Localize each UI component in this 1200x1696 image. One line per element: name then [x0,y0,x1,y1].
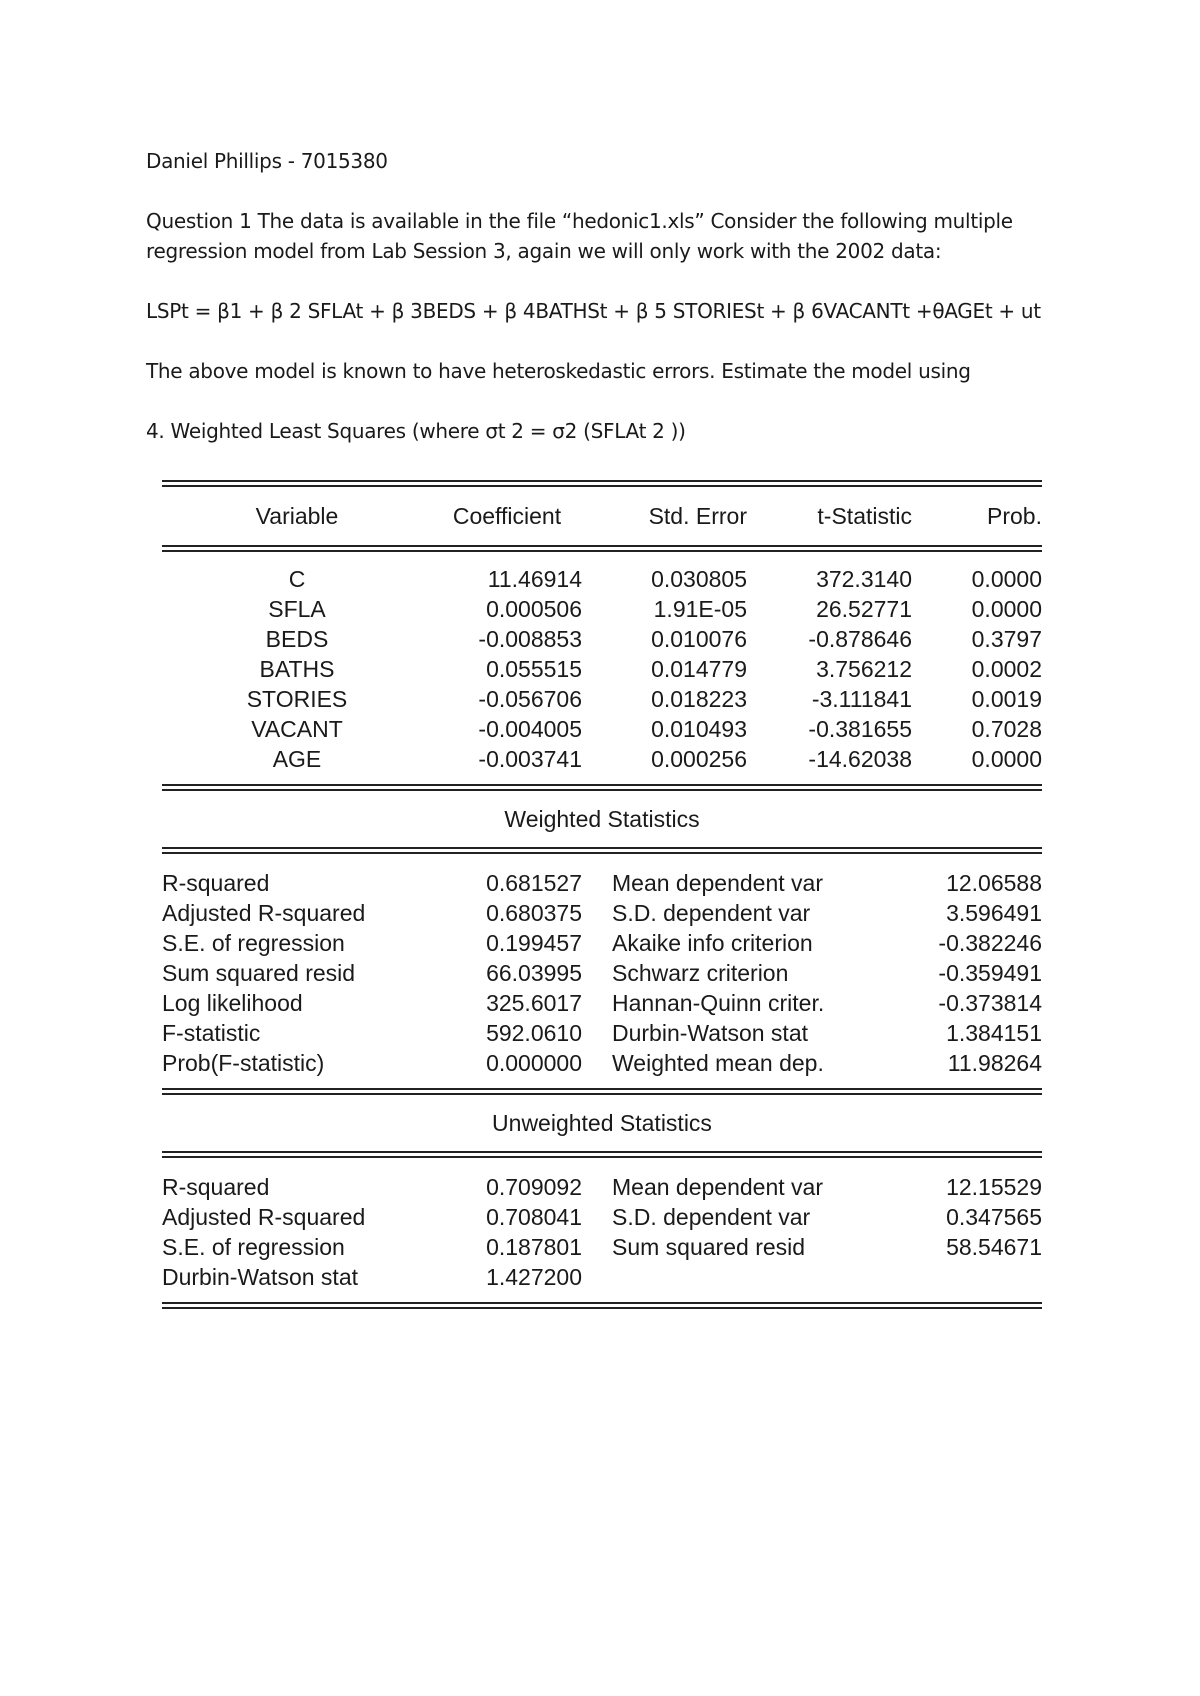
stat-label: S.E. of regression [162,929,345,956]
stat-label: S.D. dependent var [612,1203,811,1230]
stat-label: Sum squared resid [612,1233,806,1260]
stat-row [162,1048,1042,1078]
stat-value: -0.382246 [938,929,1042,956]
stat-row [162,988,1042,1018]
stat-row [162,1018,1042,1048]
row-prob: 0.0002 [971,655,1042,682]
row-std-error: 0.030805 [651,565,747,592]
stat-label: Adjusted R-squared [162,899,366,926]
stat-row [162,1172,1042,1202]
row-coefficient: -0.003741 [478,745,582,772]
stat-label: R-squared [162,1173,270,1200]
table-row [162,564,1042,594]
method-line: 4. Weighted Least Squares (where σt 2 = σ2 (SFLAt 2 )) [146,419,686,443]
regression-output-table [162,480,1042,1309]
row-coefficient: -0.008853 [478,625,582,652]
row-t-statistic: -0.878646 [808,625,912,652]
stat-label: Sum squared resid [162,959,356,986]
stat-value: 0.187801 [486,1233,582,1260]
stat-row [162,868,1042,898]
stat-value: 0.000000 [486,1049,582,1076]
stat-label: Prob(F-statistic) [162,1049,325,1076]
table-row [162,714,1042,744]
stat-label: S.D. dependent var [612,899,811,926]
row-t-statistic: 372.3140 [816,565,912,592]
stat-value: 325.6017 [486,989,582,1016]
row-std-error: 0.018223 [651,685,747,712]
stat-label: Hannan-Quinn criter. [612,989,825,1016]
row-t-statistic: -0.381655 [808,715,912,742]
weighted-statistics [162,854,1042,1088]
stat-label: F-statistic [162,1019,261,1046]
stat-label: Akaike info criterion [612,929,813,956]
unweighted-statistics-title: Unweighted Statistics [492,1109,712,1136]
stat-label: Schwarz criterion [612,959,789,986]
stat-value: 58.54671 [946,1233,1042,1260]
table-rule [162,545,1042,552]
stat-row [162,928,1042,958]
table-row [162,594,1042,624]
row-prob: 0.0000 [971,595,1042,622]
heteroskedasticity-note: The above model is known to have heteroskedastic errors. Estimate the model using [146,359,971,383]
stat-row [162,1262,1042,1292]
row-std-error: 0.014779 [651,655,747,682]
row-variable: SFLA [268,595,326,622]
stat-value: 11.98264 [947,1049,1042,1076]
stat-row [162,1202,1042,1232]
stat-value: 12.06588 [946,869,1042,896]
header-variable: Variable [255,502,339,529]
stat-value: 0.680375 [486,899,582,926]
row-variable: VACANT [251,715,343,742]
stat-row [162,1232,1042,1262]
header-coefficient: Coefficient [452,502,562,529]
question-line-1: Question 1 The data is available in the file “hedonic1.xls” Consider the following multiple [146,209,1013,233]
row-t-statistic: 26.52771 [816,595,912,622]
stat-value: 0.709092 [486,1173,582,1200]
row-t-statistic: 3.756212 [816,655,912,682]
row-std-error: 1.91E-05 [653,595,747,622]
stat-label: Durbin-Watson stat [612,1019,808,1046]
stat-label: Weighted mean dep. [612,1049,824,1076]
row-std-error: 0.000256 [651,745,747,772]
table-rule [162,1151,1042,1158]
stat-label: Adjusted R-squared [162,1203,366,1230]
stat-label: Mean dependent var [612,869,823,896]
row-variable: BEDS [265,625,329,652]
row-coefficient: 0.000506 [486,595,582,622]
unweighted-statistics [162,1158,1042,1302]
weighted-statistics-title: Weighted Statistics [504,805,700,832]
row-std-error: 0.010493 [651,715,747,742]
row-variable: BATHS [259,655,335,682]
table-row [162,654,1042,684]
row-variable: C [288,565,306,592]
stat-value: 0.708041 [486,1203,582,1230]
coefficient-rows [162,552,1042,784]
stat-value: 3.596491 [946,899,1042,926]
stat-label: Mean dependent var [612,1173,823,1200]
stat-label: Durbin-Watson stat [162,1263,358,1290]
table-row [162,684,1042,714]
header-std-error: Std. Error [648,502,747,529]
stat-value: 1.384151 [946,1019,1042,1046]
table-row [162,744,1042,774]
stat-value: -0.373814 [938,989,1042,1016]
stat-value: 1.427200 [486,1263,582,1290]
table-rule [162,480,1042,487]
row-prob: 0.7028 [971,715,1042,742]
row-coefficient: -0.056706 [478,685,582,712]
stat-value: 0.347565 [946,1203,1042,1230]
stat-value: 0.199457 [486,929,582,956]
stat-value: 592.0610 [486,1019,582,1046]
row-coefficient: 0.055515 [486,655,582,682]
row-prob: 0.0000 [971,565,1042,592]
table-rule [162,784,1042,791]
stat-label: S.E. of regression [162,1233,345,1260]
stat-value: -0.359491 [938,959,1042,986]
stat-row [162,958,1042,988]
row-prob: 0.0019 [971,685,1042,712]
model-equation: LSPt = β1 + β 2 SFLAt + β 3BEDS + β 4BATHSt + β 5 STORIESt + β 6VACANTt +θAGEt + ut [146,299,1041,323]
table-rule [162,1088,1042,1095]
row-std-error: 0.010076 [651,625,747,652]
stat-label: Log likelihood [162,989,303,1016]
stat-value: 0.681527 [486,869,582,896]
stat-row [162,898,1042,928]
row-variable: AGE [272,745,322,772]
table-row [162,624,1042,654]
row-coefficient: -0.004005 [478,715,582,742]
header-prob: Prob. [987,502,1042,529]
stat-value: 12.15529 [946,1173,1042,1200]
row-prob: 0.0000 [971,745,1042,772]
author-line: Daniel Phillips - 7015380 [146,149,388,173]
table-rule [162,847,1042,854]
table-rule [162,1302,1042,1309]
question-line-2: regression model from Lab Session 3, again we will only work with the 2002 data: [146,239,942,263]
stat-value: 66.03995 [486,959,582,986]
row-t-statistic: -3.111841 [811,685,912,712]
stat-label: R-squared [162,869,270,896]
header-t-statistic: t-Statistic [817,502,912,529]
row-coefficient: 11.46914 [487,565,582,592]
row-prob: 0.3797 [971,625,1042,652]
row-t-statistic: -14.62038 [808,745,912,772]
row-variable: STORIES [246,685,348,712]
table-header-row [162,487,1042,545]
